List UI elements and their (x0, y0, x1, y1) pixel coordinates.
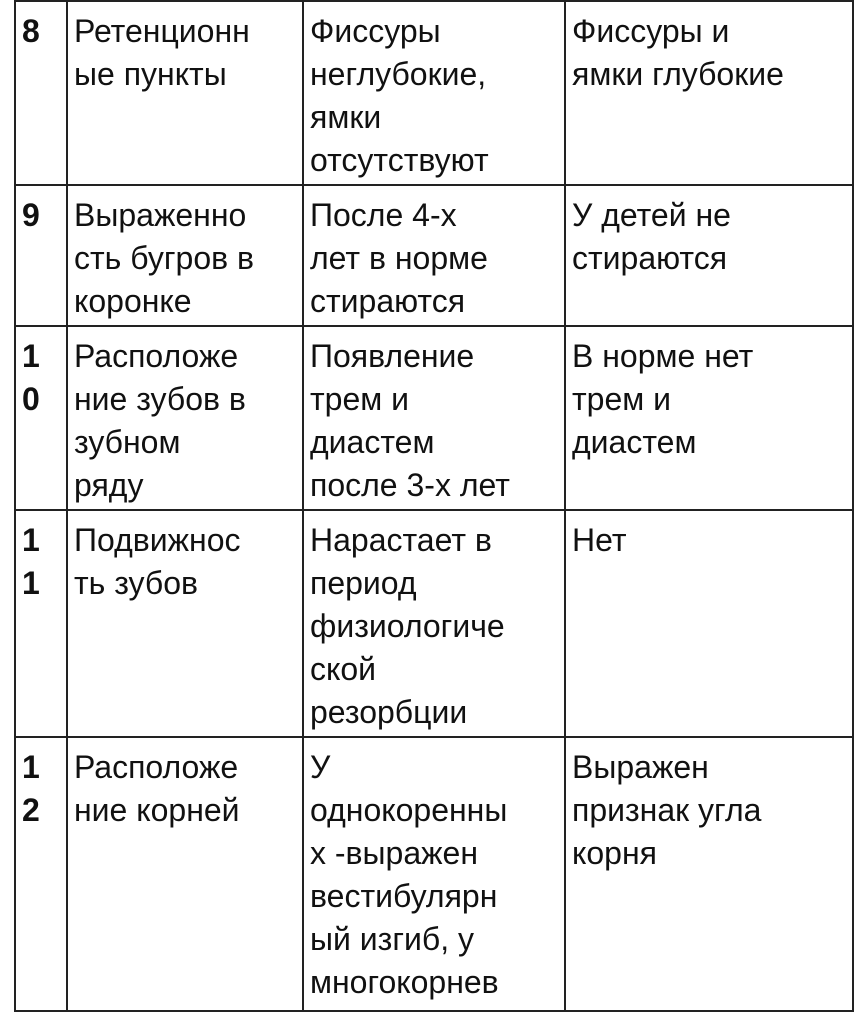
temporary-teeth-cell: У однокоренны х -выражен вестибулярн ый изгиб, у многокорнев (303, 737, 565, 1011)
table-row (15, 737, 853, 1011)
feature-cell: Ретенционн ые пункты (67, 1, 303, 185)
temporary-teeth-cell: Нарастает в период физиологиче ской резорбции (303, 510, 565, 737)
teeth-comparison-table (14, 0, 854, 1012)
table-row (15, 1, 853, 185)
table-row (15, 326, 853, 510)
permanent-teeth-cell: В норме нет трем и диастем (565, 326, 853, 510)
permanent-teeth-cell: Нет (565, 510, 853, 737)
temporary-teeth-cell: Фиссуры неглубокие, ямки отсутствуют (303, 1, 565, 185)
feature-cell: Подвижнос ть зубов (67, 510, 303, 737)
row-number-cell: 1 0 (15, 326, 67, 510)
row-number-cell: 1 2 (15, 737, 67, 1011)
feature-cell: Расположе ние корней (67, 737, 303, 1011)
table-row (15, 510, 853, 737)
row-number-cell: 1 1 (15, 510, 67, 737)
row-number-cell: 8 (15, 1, 67, 185)
row-number-cell: 9 (15, 185, 67, 326)
permanent-teeth-cell: У детей не стираются (565, 185, 853, 326)
permanent-teeth-cell: Фиссуры и ямки глубокие (565, 1, 853, 185)
table-row (15, 185, 853, 326)
feature-cell: Расположе ние зубов в зубном ряду (67, 326, 303, 510)
feature-cell: Выраженно сть бугров в коронке (67, 185, 303, 326)
temporary-teeth-cell: Появление трем и диастем после 3-х лет (303, 326, 565, 510)
temporary-teeth-cell: После 4-х лет в норме стираются (303, 185, 565, 326)
permanent-teeth-cell: Выражен признак угла корня (565, 737, 853, 1011)
